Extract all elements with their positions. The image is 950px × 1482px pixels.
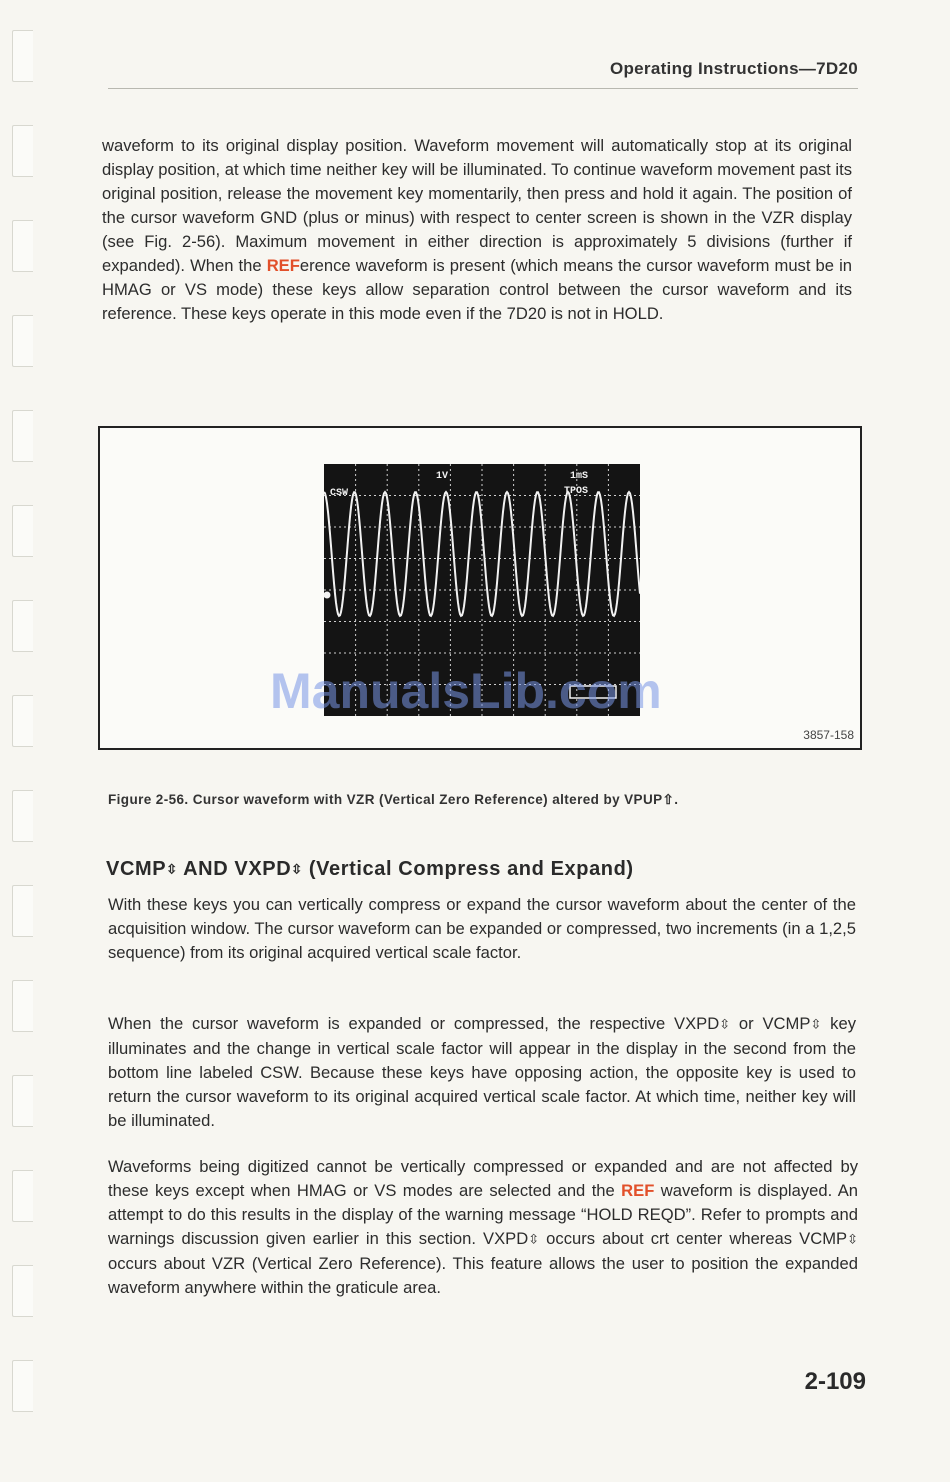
para4-text-a: Waveforms being digitized cannot be vertically compressed or expanded and are not affected by these keys except when HMAG or VS modes are selected and the [108, 1157, 858, 1200]
paragraph-digitized-waveforms [108, 1155, 858, 1300]
binder-tab [12, 30, 33, 82]
binder-tab [12, 600, 33, 652]
para3-text-a: When the cursor waveform is expanded or compressed, the respective VXPD [108, 1014, 720, 1033]
para4-text-b: waveform is displayed. An attempt to do this results in the display of the warning message “HOLD REQD”. Refer to prompts and warnings discussion given earlier in this section. VXPD [108, 1181, 858, 1248]
up-down-arrow-icon: ⇳ [810, 1016, 822, 1032]
running-header [108, 58, 858, 89]
figure-caption: Figure 2-56. Cursor waveform with VZR (Vertical Zero Reference) altered by VPUP⇧. [108, 792, 679, 807]
binder-tab [12, 885, 33, 937]
header-title: Operating Instructions—7D20 [609, 59, 858, 78]
para3-text-c: key illuminates and the change in vertical scale factor will appear in the display in the second from the bottom line labeled CSW. Because these keys have opposing action, the opposite key is used to return the cursor waveform to its original acquired vertical scale factor. At which time, neither key will be illuminated. [108, 1014, 856, 1130]
para3-text-b: or VCMP [730, 1014, 811, 1033]
binder-tab [12, 1075, 33, 1127]
section-heading [106, 858, 856, 881]
para4-text-d: occurs about VZR (Vertical Zero Reference). This feature allows the user to position the expanded waveform anywhere within the graticule area. [108, 1253, 858, 1297]
binder-tab [12, 315, 33, 367]
binder-tab [12, 505, 33, 557]
figure-number: 3857-158 [803, 728, 854, 742]
ground-marker [324, 592, 331, 599]
paragraph-waveform-movement [102, 134, 852, 326]
readout-volts: 1V [436, 471, 449, 482]
binder-tab [12, 220, 33, 272]
binder-tab [12, 125, 33, 177]
para1-text-a: waveform to its original display position. Waveform movement will automatically stop at its original display position, at which time neither key will be illuminated. To continue waveform movement past its original position, release the movement key momentarily, then press and hold it again. The position of the cursor waveform GND (plus or minus) with respect to center screen is shown in the VZR display (see Fig. 2-56). Maximum movement in either direction is approximately 5 divisions (further if expanded). When the [102, 136, 852, 275]
heading-vcmp: VCMP [106, 858, 167, 880]
para4-text-c: occurs about crt center whereas VCMP [539, 1229, 848, 1248]
page-number: 2-109 [804, 1368, 866, 1395]
binder-tab [12, 1360, 33, 1412]
binder-tab [12, 1265, 33, 1317]
up-down-arrow-icon: ⇳ [719, 1016, 731, 1032]
up-down-arrow-icon: ⇳ [166, 861, 178, 877]
ref-highlight: REF [266, 256, 300, 275]
up-down-arrow-icon: ⇳ [528, 1231, 540, 1247]
readout-time: 1mS [570, 471, 589, 482]
binder-tab [12, 980, 33, 1032]
binder-tab [12, 790, 33, 842]
up-down-arrow-icon: ⇳ [291, 861, 303, 877]
ref-highlight: REF [621, 1181, 655, 1200]
readout-tpos: TPOS [564, 486, 589, 497]
binder-tab [12, 410, 33, 462]
paragraph-compress-expand: With these keys you can vertically compress or expand the cursor waveform about the center of the acquisition window. The cursor waveform can be expanded or compressed, two increments (in a 1,2,5 sequence) from its original acquired vertical scale factor. [108, 895, 856, 962]
paragraph-key-illumination [108, 1012, 856, 1133]
para1-text-b: erence waveform is present (which means the cursor waveform must be in HMAG or VS mode) these keys allow separation control between the cursor waveform and its reference. These keys operate in this mode even if the 7D20 is not in HOLD. [102, 256, 852, 323]
watermark-logo: ManualsLib.com [270, 663, 662, 719]
up-down-arrow-icon: ⇳ [847, 1231, 858, 1247]
heading-vxpd: AND VXPD [177, 858, 292, 880]
readout-csw: CSW [330, 488, 349, 499]
binder-tab [12, 1170, 33, 1222]
binder-tab [12, 695, 33, 747]
heading-description: (Vertical Compress and Expand) [302, 858, 634, 880]
